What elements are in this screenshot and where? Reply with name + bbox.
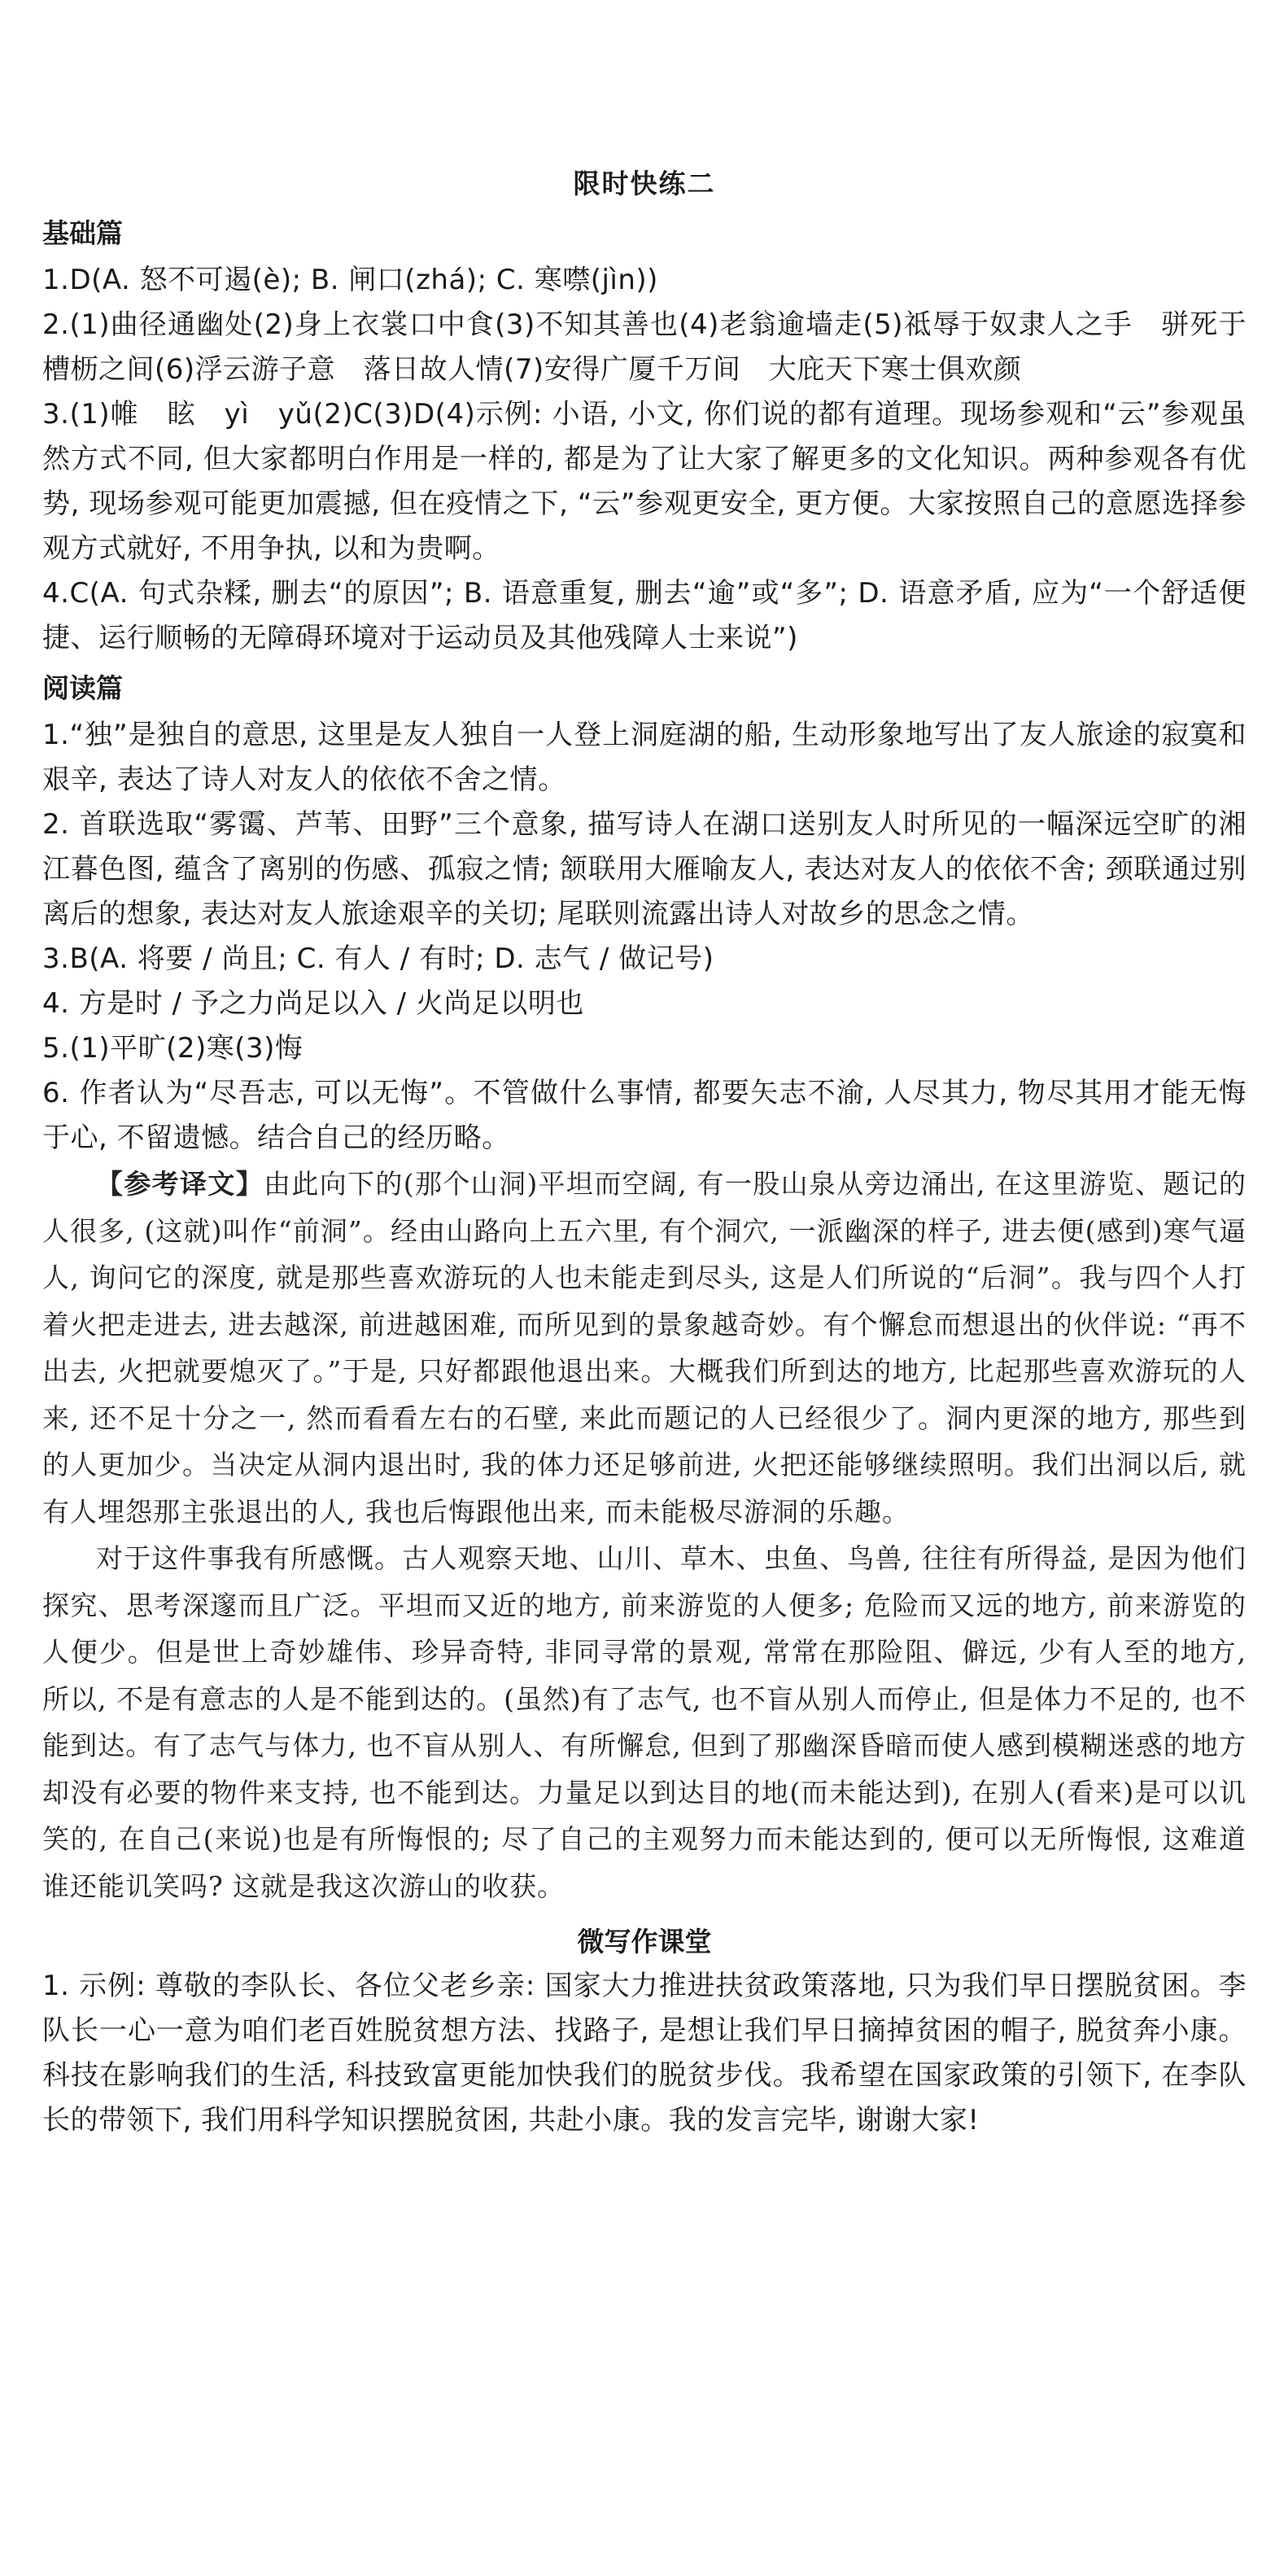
section-basic-heading: 基础篇 [42,217,123,249]
writing-item-1: 1. 示例: 尊敬的李队长、各位父老乡亲: 国家大力推进扶贫政策落地, 只为我们早日摆脱贫困。李队长一心一意为咱们老百姓脱贫想方法、找路子, 是想让我们早日摘掉贫困的帽子, 脱贫奔小康。科技在影响我们的生活, 科技致富更能加快我们的脱贫步伐。我希望在国家政策的引领下, 在李队长的带领下, 我们用科学知识摆脱贫困, 共赴小康。我的发言完毕, 谢谢大家! [42,1970,1247,2136]
basic-item-2: 2.(1)曲径通幽处(2)身上衣裳口中食(3)不知其善也(4)老翁逾墙走(5)祗辱于奴隶人之手 骈死于槽枥之间(6)浮云游子意 落日故人情(7)安得广厦千万间 大庇天下寒士俱欢颜 [42,308,1247,386]
basic-item-1: 1.D(A. 怒不可遏(è); B. 闸口(zhá); C. 寒噤(jìn)) [42,264,658,296]
reading-item-4: 4. 方是时 / 予之力尚足以入 / 火尚足以明也 [42,987,584,1020]
section-writing-heading: 微写作课堂 [577,1926,712,1957]
answer-page [42,163,1247,2143]
reading-item-6: 6. 作者认为“尽吾志, 可以无悔”。不管做什么事情, 都要矢志不渝, 人尽其力, 物尽其用才能无悔于心, 不留遗憾。结合自己的经历略。 [42,1077,1247,1154]
basic-item-3: 3.(1)帷 眩 yì yǔ(2)C(3)D(4)示例: 小语, 小文, 你们说的都有道理。现场参观和“云”参观虽然方式不同, 但大家都明白作用是一样的, 都是为了让大家了解更多的文化知识。两种参观各有优势, 现场参观可能更加震撼, 但在疫情之下, “云”参观更安全, 更方便。大家按照自己的意愿选择参观方式就好, 不用争执, 以和为贵啊。 [42,398,1247,565]
reading-item-5: 5.(1)平旷(2)寒(3)悔 [42,1032,303,1065]
translation-paragraph-1 [42,1161,1247,1535]
translation-label: 【参考译文】 [96,1168,264,1200]
translation-paragraph-2: 对于这件事我有所感慨。古人观察天地、山川、草木、虫鱼、鸟兽, 往往有所得益, 是因为他们探究、思考深邃而且广泛。平坦而又近的地方, 前来游览的人便多; 危险而又远的地方, 前来游览的人便少。但是世上奇妙雄伟、珍异奇特, 非同寻常的景观, 常常在那险阻、僻远, 少有人至的地方, 所以, 不是有意志的人是不能到达的。(虽然)有了志气, 也不盲从别人而停止, 但是体力不足的, 也不能到达。有了志气与体力, 也不盲从别人、有所懈怠, 但到了那幽深昏暗而使人感到模糊迷惑的地方却没有必要的物件来支持, 也不能到达。力量足以到达目的地(而未能达到), 在别人(看来)是可以讥笑的, 在自己(来说)也是有所悔恨的; 尽了自己的主观努力而未能达到的, 便可以无所悔恨, 这难道谁还能讥笑吗? 这就是我这次游山的收获。 [42,1542,1247,1902]
translation-text-1: 由此向下的(那个山洞)平坦而空阔, 有一股山泉从旁边涌出, 在这里游览、题记的人很多, (这就)叫作“前洞”。经由山路向上五六里, 有个洞穴, 一派幽深的样子, 进去便(感到)寒气逼人, 询问它的深度, 就是那些喜欢游玩的人也未能走到尽头, 这是人们所说的“后洞”。我与四个人打着火把走进去, 进去越深, 前进越困难, 而所见到的景象越奇妙。有个懈怠而想退出的伙伴说: “再不出去, 火把就要熄灭了。”于是, 只好都跟他退出来。大概我们所到达的地方, 比起那些喜欢游玩的人来, 还不足十分之一, 然而看看左右的石壁, 来此而题记的人已经很少了。洞内更深的地方, 那些到的人更加少。当决定从洞内退出时, 我的体力还足够前进, 火把还能够继续照明。我们出洞以后, 就有人埋怨那主张退出的人, 我也后悔跟他出来, 而未能极尽游洞的乐趣。 [42,1168,1247,1528]
reading-item-3: 3.B(A. 将要 / 尚且; C. 有人 / 有时; D. 志气 / 做记号) [42,942,714,975]
basic-item-4: 4.C(A. 句式杂糅, 删去“的原因”; B. 语意重复, 删去“逾”或“多”; D. 语意矛盾, 应为“一个舒适便捷、运行顺畅的无障碍环境对于运动员及其他残障人士来说”) [42,577,1247,654]
reading-item-1: 1.“独”是独自的意思, 这里是友人独自一人登上洞庭湖的船, 生动形象地写出了友人旅途的寂寞和艰辛, 表达了诗人对友人的依依不舍之情。 [42,719,1247,796]
page-title: 限时快练二 [573,168,716,199]
section-reading-heading: 阅读篇 [42,672,123,704]
reading-item-2: 2. 首联选取“雾霭、芦苇、田野”三个意象, 描写诗人在湖口送别友人时所见的一幅深远空旷的湘江暮色图, 蕴含了离别的伤感、孤寂之情; 颔联用大雁喻友人, 表达对友人的依依不舍; 颈联通过别离后的想象, 表达对友人旅途艰辛的关切; 尾联则流露出诗人对故乡的思念之情。 [42,808,1247,930]
